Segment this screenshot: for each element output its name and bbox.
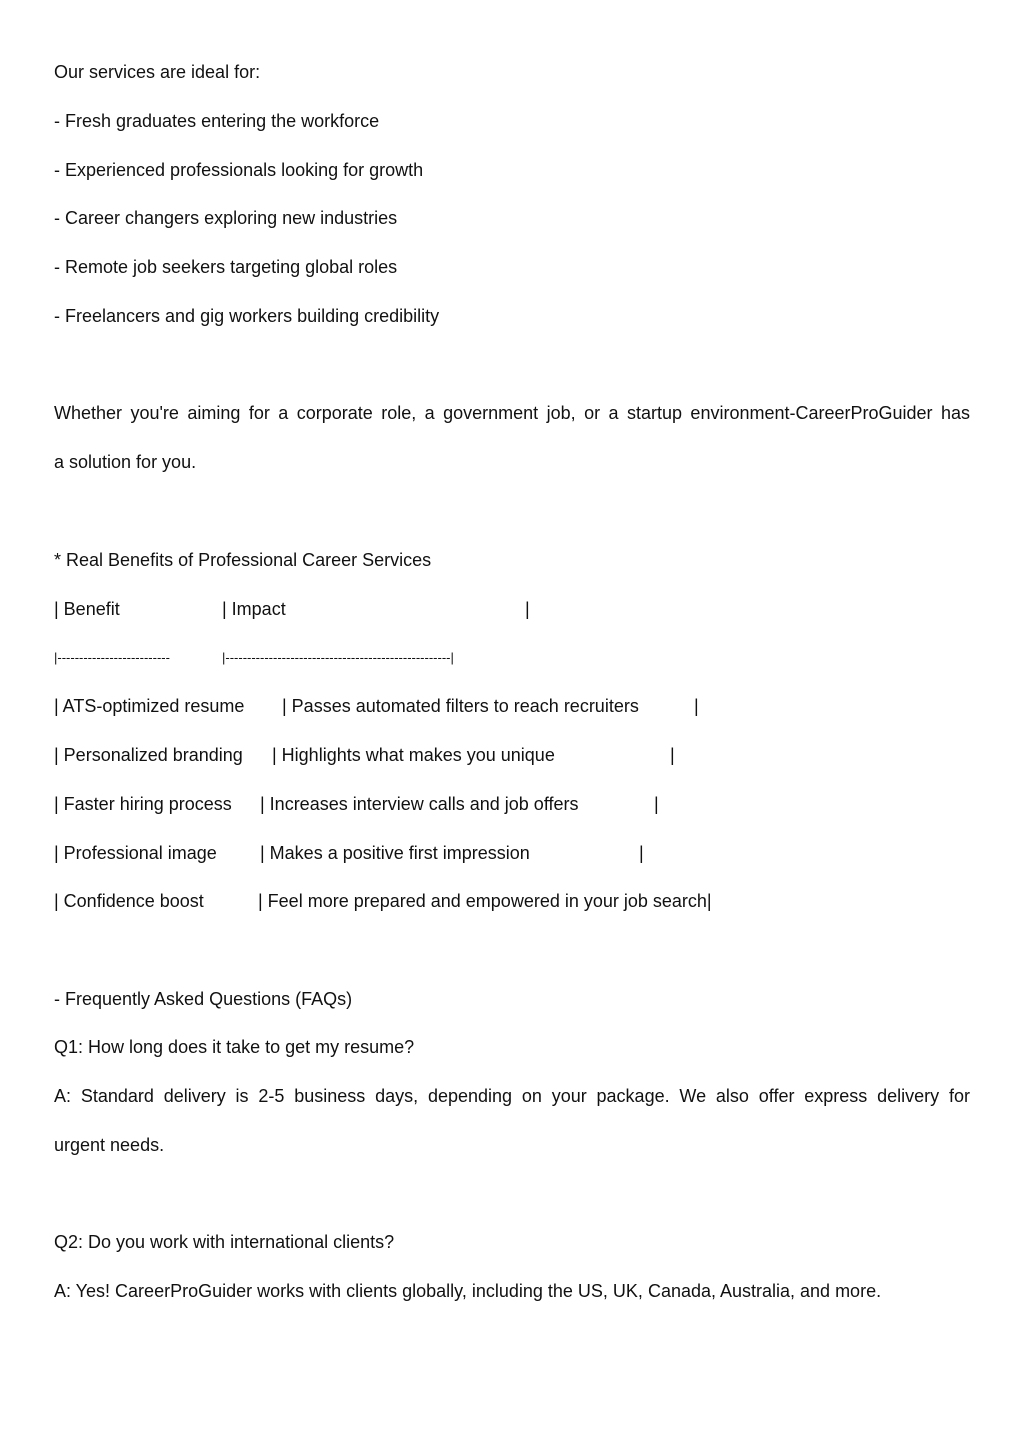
table-divider-right: |----------------------------------------------------| [222,650,454,665]
list-item: - Freelancers and gig workers building credibility [54,306,440,326]
benefit-cell: | Personalized branding [54,745,243,765]
table-row [54,841,970,865]
list-item: - Remote job seekers targeting global roles [54,257,398,277]
table-row [54,792,970,816]
paragraph-line: Whether you're aiming for a corporate role, a government job, or a startup environment-CareerProGuider has [54,403,970,423]
faq-answer-line: urgent needs. [54,1135,165,1155]
list-item: - Fresh graduates entering the workforce [54,111,380,131]
impact-cell: | Feel more prepared and empowered in your job search| [258,891,712,911]
benefit-cell: | Confidence boost [54,891,204,911]
list-item: - Experienced professionals looking for growth [54,160,424,180]
benefits-heading: * Real Benefits of Professional Career Services [54,550,432,570]
benefit-cell: | ATS-optimized resume [54,696,245,716]
impact-cell: | Passes automated filters to reach recruiters [282,696,639,716]
impact-cell: | Highlights what makes you unique [272,745,555,765]
table-row [54,889,970,913]
row-end: | [694,696,699,716]
intro-heading: Our services are ideal for: [54,62,261,82]
row-end: | [670,745,675,765]
table-divider-left: |-------------------------- [54,650,170,665]
document-page [54,0,970,1448]
faq-answer-line: A: Standard delivery is 2-5 business days, depending on your package. We also offer express delivery for [54,1086,970,1106]
table-header-end: | [525,599,530,619]
table-row [54,743,970,767]
paragraph-line: a solution for you. [54,452,197,472]
benefit-cell: | Professional image [54,843,217,863]
faq-answer: A: Yes! CareerProGuider works with clients globally, including the US, UK, Canada, Australia, and more. [54,1281,882,1301]
table-divider-row [54,646,970,670]
row-end: | [639,843,644,863]
impact-cell: | Increases interview calls and job offers [260,794,579,814]
faq-question: Q1: How long does it take to get my resume? [54,1037,415,1057]
table-header-row [54,597,970,621]
list-item: - Career changers exploring new industries [54,208,398,228]
faq-heading: - Frequently Asked Questions (FAQs) [54,989,353,1009]
table-row [54,694,970,718]
row-end: | [654,794,659,814]
benefit-cell: | Faster hiring process [54,794,232,814]
table-header-impact: | Impact [222,599,286,619]
impact-cell: | Makes a positive first impression [260,843,530,863]
faq-question: Q2: Do you work with international clients? [54,1232,395,1252]
table-header-benefit: | Benefit [54,599,120,619]
